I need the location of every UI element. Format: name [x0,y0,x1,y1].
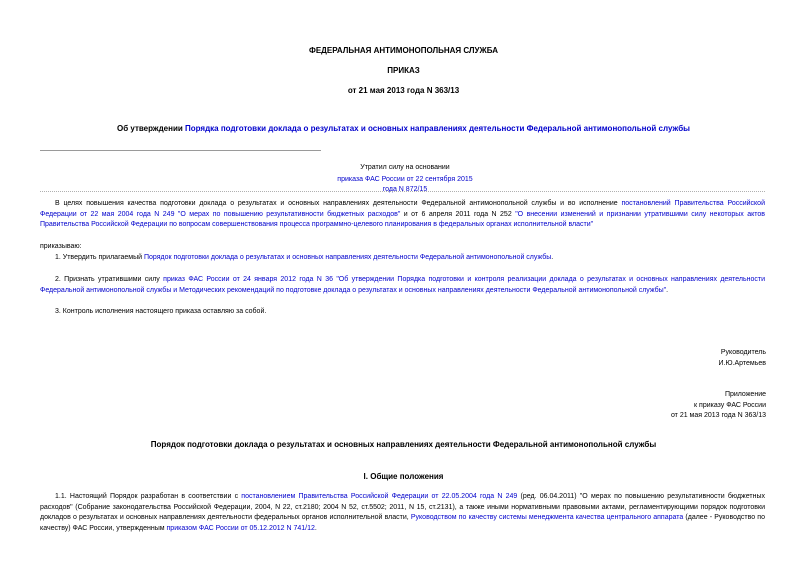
agency-name: ФЕДЕРАЛЬНАЯ АНТИМОНОПОЛЬНАЯ СЛУЖБА [309,46,498,55]
signature-block [719,348,767,369]
appendix-line-1: Приложение [724,391,766,398]
divider-top [40,150,321,151]
appendix-line-2: к приказу ФАС России [694,401,766,409]
item-3: 3. Контроль исполнения настоящего приказа оставляю за собой. [55,308,267,315]
section-1-paragraph-1 [40,492,765,534]
preamble-text-1: В целях повышения качества подготовки доклада о результатах и основных направлениях деятельности Федеральной антимонопольной службы и во исполнение [55,200,622,207]
appendix-block [671,390,766,422]
preamble-paragraph [40,199,765,231]
title-link[interactable]: Порядка подготовки доклада о результатах и основных направлениях деятельности Федеральной антимонопольной службы [185,124,690,133]
item1-text: 1. Утвердить прилагаемый [55,254,144,261]
s1p1-link-2[interactable]: Руководством по качеству системы менеджмента качества центрального аппарата [410,514,684,522]
item2-text: 2. Признать утратившими силу [55,276,164,283]
item1-text-end: . [551,254,554,261]
s1p1-text-3: (далее - Руководство по качеству) ФАС России, утвержденным [40,514,765,532]
document-title [0,124,807,135]
divider-status [40,191,765,192]
appendix-line-3: от 21 мая 2013 года N 363/13 [670,412,766,420]
doc-date: от 21 мая 2013 года N 363/13 [347,86,460,95]
doc-type: ПРИКАЗ [387,66,420,75]
preamble-link-2[interactable]: "О внесении изменений и признании утратившими силу некоторых актов Правительства Российской Федерации по вопросам совершенствования процесса программно-целевого планирования в федеральных органах исполнительной власти" [40,210,765,229]
title-prefix: Об утверждении [117,124,185,133]
s1p1-link-3[interactable]: приказом ФАС России от 05.12.2012 N 741/12 [166,524,315,532]
status-text: Утратил силу на основании [360,164,450,171]
order-word: приказываю: [40,243,82,250]
item-2 [40,275,765,296]
s1p1-link-1[interactable]: постановлением Правительства Российской Федерации от 22.05.2004 года N 249 [241,493,518,500]
preamble-text-2: и от 6 апреля 2011 года N 252 [400,210,516,218]
signature-role: Руководитель [720,349,766,356]
preamble-link-1[interactable]: постановлений Правительства Российской Федерации от 22 мая 2004 года N 249 "О мерах по повышению результативности бюджетных расходов" [40,200,765,218]
s1p1-text-1: 1.1. Настоящий Порядок разработан в соответствии с [55,493,242,500]
item1-link[interactable]: Порядок подготовки доклада о результатах и основных направлениях деятельности Федеральной антимонопольной службы [143,254,552,261]
item2-text-end: . [666,286,669,294]
signature-name: И.Ю.Артемьев [718,359,766,367]
s1p1-text-2: (ред. 06.04.2011) "О мерах по повышению результативности бюджетных расходов" (Собрание законодательства Российской Федерации, 2004, N 22, ст.2180; 2004 N 52, ст.5502; 2011, N 15, ст.2131), а также иными нормативными правовыми актами, регламентирующими порядок подготовки докладов о результатах и основных направлениях деятельности федеральных органов исполнительной власти, [40,493,765,522]
status-link[interactable]: приказа ФАС России от 22 сентября 2015 года N 872/15 [337,175,473,194]
item2-link[interactable]: приказ ФАС России от 24 января 2012 года N 36 "Об утверждении Порядка подготовки и контроля реализации доклада о результатах и основных направлениях деятельности Федеральной антимонопольной службы и Методических рекомендаций по подготовке доклада о результатах и основных направлениях деятельности Федеральной антимонопольной службы" [40,276,765,294]
section-1-title: I. Общие положения [363,472,444,481]
s1p1-text-4: . [314,524,317,532]
item-1 [40,253,765,264]
procedure-title: Порядок подготовки доклада о результатах и основных направлениях деятельности Федеральной антимонопольной службы [150,440,657,449]
